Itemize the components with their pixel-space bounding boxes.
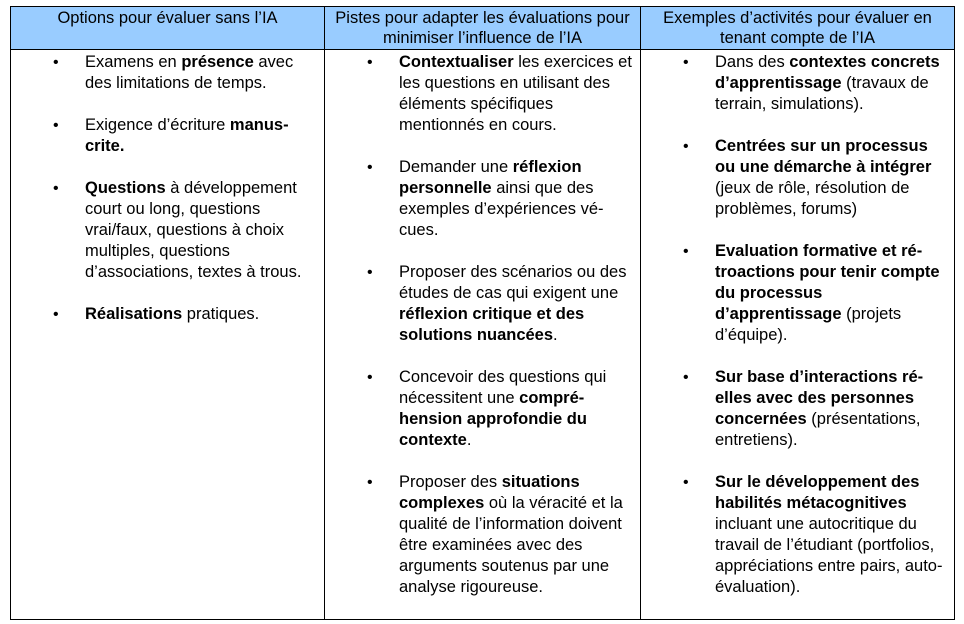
item-text: Examens en bbox=[85, 53, 182, 71]
list-item bbox=[641, 136, 954, 220]
item-text: Dans des bbox=[715, 53, 790, 71]
item-text: (présentations, entretiens). bbox=[715, 410, 921, 449]
bold-text: Centrées sur un processus ou une démarche à intégrer bbox=[715, 137, 932, 176]
bold-text: situations complexes bbox=[399, 473, 580, 512]
bullet-icon: • bbox=[367, 54, 373, 71]
column-pistes bbox=[325, 50, 641, 620]
bold-text: manuscrite. bbox=[85, 116, 289, 155]
item-text: à développement court ou long, questions vrai/faux, questions à choix multiples, questions d’associations, textes à trous. bbox=[85, 179, 302, 281]
bold-text: contextes concrets d’apprentissage bbox=[715, 53, 940, 92]
column-options bbox=[11, 50, 325, 620]
item-text: avec des limitations de temps. bbox=[85, 53, 294, 92]
item-text: Demander une bbox=[399, 158, 513, 176]
item-text: où la véracité et la qualité de l’information doivent être examinées avec des arguments soutenus par une analyse rigoureuse. bbox=[399, 494, 623, 596]
content-row bbox=[11, 50, 955, 620]
bold-text: Réalisations bbox=[85, 305, 183, 323]
exemples-list bbox=[641, 52, 954, 598]
list-item bbox=[325, 472, 640, 598]
item-text: (projets d’équipe). bbox=[715, 305, 902, 344]
item-text: Proposer des scénarios ou des études de cas qui exigent une bbox=[399, 263, 627, 302]
list-item bbox=[325, 52, 640, 136]
bold-text: réflexion critique et des solutions nuancées bbox=[399, 305, 585, 344]
bullet-icon: • bbox=[53, 306, 59, 323]
bullet-icon: • bbox=[683, 243, 689, 260]
item-text: ainsi que des exemples d’expériences vécues. bbox=[399, 179, 604, 239]
header-exemples-activites: Exemples d’activités pour évaluer en tenant compte de l’IA bbox=[641, 7, 955, 50]
header-options-sans-ia: Options pour évaluer sans l’IA bbox=[11, 7, 325, 50]
list-item bbox=[325, 157, 640, 241]
bullet-icon: • bbox=[683, 54, 689, 71]
item-text: pratiques. bbox=[182, 305, 260, 323]
pistes-list bbox=[325, 52, 640, 598]
list-item bbox=[11, 115, 324, 157]
list-item bbox=[641, 241, 954, 346]
bullet-icon: • bbox=[367, 264, 373, 281]
item-text: Proposer des bbox=[399, 473, 502, 491]
bullet-icon: • bbox=[367, 369, 373, 386]
list-item bbox=[641, 367, 954, 451]
item-text: incluant une autocritique du travail de l’étudiant (portfolios, appréciations entre pairs, auto-évaluation). bbox=[715, 515, 943, 596]
bullet-icon: • bbox=[683, 369, 689, 386]
bold-text: Questions bbox=[85, 179, 166, 197]
options-list bbox=[11, 52, 324, 325]
list-item bbox=[11, 178, 324, 283]
list-item bbox=[641, 472, 954, 598]
bold-text: Sur base d’interactions réelles avec des personnes concernées bbox=[715, 368, 924, 428]
bullet-icon: • bbox=[53, 117, 59, 134]
bold-text: Sur le développement des habilités métacognitives bbox=[715, 473, 920, 512]
bullet-icon: • bbox=[53, 180, 59, 197]
bullet-icon: • bbox=[53, 54, 59, 71]
list-item bbox=[325, 367, 640, 451]
bold-text: présence bbox=[181, 53, 254, 71]
item-text: (jeux de rôle, résolution de problèmes, forums) bbox=[715, 179, 910, 218]
bullet-icon: • bbox=[367, 474, 373, 491]
header-pistes-adapter: Pistes pour adapter les évaluations pour minimiser l’influence de l’IA bbox=[325, 7, 641, 50]
bullet-icon: • bbox=[683, 474, 689, 491]
item-text: . bbox=[466, 431, 472, 449]
item-text: Exigence d’écriture bbox=[85, 116, 230, 134]
bullet-icon: • bbox=[683, 138, 689, 155]
bold-text: réflexion personnelle bbox=[399, 158, 582, 197]
assessment-table bbox=[10, 6, 955, 620]
item-text: les exercices et les questions en utilisant des éléments spécifiques mentionnés en cours. bbox=[399, 53, 632, 134]
column-exemples bbox=[641, 50, 955, 620]
list-item bbox=[11, 304, 324, 325]
bold-text: compréhension approfondie du contexte bbox=[399, 389, 587, 449]
list-item bbox=[325, 262, 640, 346]
list-item bbox=[11, 52, 324, 94]
header-row bbox=[11, 7, 955, 50]
bold-text: Evaluation formative et rétroactions pour tenir compte du processus d’apprentissage bbox=[715, 242, 940, 323]
bold-text: Contextualiser bbox=[399, 53, 514, 71]
item-text: Concevoir des questions qui nécessitent une bbox=[399, 368, 607, 407]
bullet-icon: • bbox=[367, 159, 373, 176]
item-text: (travaux de terrain, simulations). bbox=[715, 74, 929, 113]
list-item bbox=[641, 52, 954, 115]
item-text: . bbox=[553, 326, 558, 344]
